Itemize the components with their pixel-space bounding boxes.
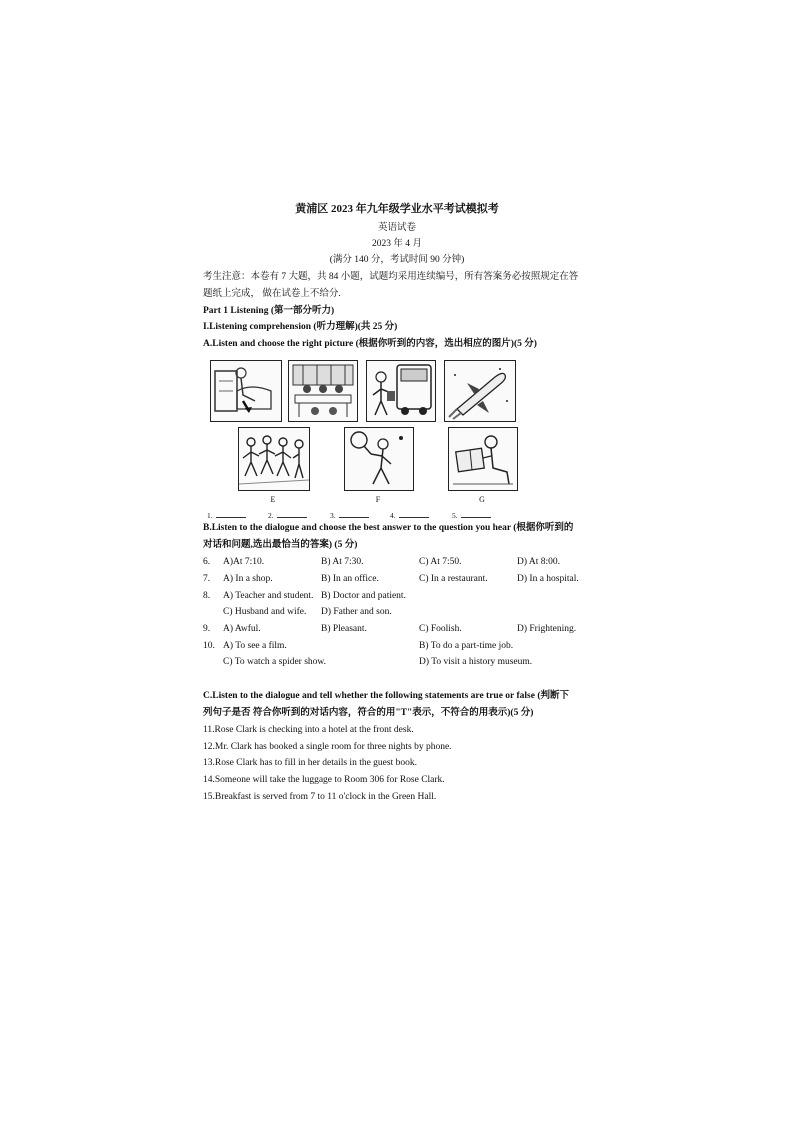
exam-meta: (满分 140 分，考试时间 90 分钟) <box>329 255 465 265</box>
picture-d <box>444 360 516 422</box>
blank-line <box>399 510 429 518</box>
blank-number: 3. <box>330 511 336 520</box>
runners-icon <box>239 428 309 490</box>
option-b: B) In an office. <box>321 574 379 584</box>
blank-number: 4. <box>390 511 396 520</box>
reading-person-icon <box>449 428 517 490</box>
blank-line <box>277 510 307 518</box>
classroom-icon <box>289 361 357 421</box>
option-a: A) In a shop. <box>223 574 273 584</box>
picture-f <box>344 427 414 491</box>
picture-g <box>448 427 518 491</box>
statement-item: 12.Mr. Clark has booked a single room for three nights by phone. <box>203 742 452 752</box>
picture-label-g: G <box>479 495 485 504</box>
option-a: A) To see a film. <box>223 641 287 651</box>
part1-heading: Part 1 Listening (第一部分听力) <box>203 306 335 316</box>
option-b: B) Doctor and patient. <box>321 591 406 601</box>
picture-b <box>288 360 358 422</box>
section-c-heading-1: C.Listen to the dialogue and tell whether the following statements are true or false (判断下 <box>203 691 569 701</box>
blank-line <box>339 510 369 518</box>
option-c: C) In a restaurant. <box>419 574 488 584</box>
tennis-player-icon <box>345 428 413 490</box>
option-a: A)At 7:10. <box>223 557 265 567</box>
option-a: A) Awful. <box>223 624 261 634</box>
option-d: D) In a hospital. <box>517 574 579 584</box>
option-d: D) To visit a history museum. <box>419 657 533 667</box>
option-d: D) Frightening. <box>517 624 577 634</box>
exam-subject: 英语试卷 <box>377 223 416 233</box>
bus-stop-icon <box>367 361 435 421</box>
exam-date: 2023 年 4 月 <box>372 239 422 249</box>
question-number: 6. <box>203 557 211 567</box>
section-a-heading: A.Listen and choose the right picture (根据你听到的内容，选出相应的图片)(5 分) <box>203 339 537 349</box>
statement-item: 15.Breakfast is served from 7 to 11 o'clock in the Green Hall. <box>203 792 437 802</box>
space-shuttle-icon <box>445 361 515 421</box>
answer-blank-1[interactable] <box>207 510 246 520</box>
blank-number: 1. <box>207 511 213 520</box>
section-b-heading-2: 对话和问题,选出最恰当的答案) (5 分) <box>203 540 358 550</box>
question-number: 7. <box>203 574 211 584</box>
option-d: D) Father and son. <box>321 607 392 617</box>
statement-item: 14.Someone will take the luggage to Room 306 for Rose Clark. <box>203 775 445 785</box>
picture-e <box>238 427 310 491</box>
blank-number: 5. <box>452 511 458 520</box>
section-1-heading: I.Listening comprehension (听力理解)(共 25 分) <box>203 322 398 332</box>
picture-c <box>366 360 436 422</box>
blank-line <box>461 510 491 518</box>
notice-line-1: 考生注意：本卷有 7 大题，共 84 小题，试题均采用连续编号，所有答案务必按照规定在答 <box>203 272 579 282</box>
option-c: C) At 7:50. <box>419 557 462 567</box>
exam-title: 黄浦区 2023 年九年级学业水平考试模拟考 <box>295 203 499 215</box>
picture-label-e: E <box>270 495 276 504</box>
statement-item: 13.Rose Clark has to fill in her details in the guest book. <box>203 758 417 768</box>
question-number: 9. <box>203 624 211 634</box>
option-c: C) Foolish. <box>419 624 462 634</box>
option-d: D) At 8:00. <box>517 557 561 567</box>
question-number: 10. <box>203 641 215 651</box>
section-c-heading-2: 列句子是否 符合你听到的对话内容，符合的用"T"表示，不符合的用表示)(5 分) <box>203 708 534 718</box>
option-b: B) At 7:30. <box>321 557 364 567</box>
blank-number: 2. <box>268 511 274 520</box>
question-number: 8. <box>203 591 211 601</box>
answer-blank-5[interactable] <box>452 510 491 520</box>
option-b: B) Pleasant. <box>321 624 367 634</box>
notice-line-2: 题纸上完成， 做在试卷上不给分. <box>203 289 341 299</box>
picture-label-f: F <box>375 495 381 504</box>
section-b-heading-1: B.Listen to the dialogue and choose the best answer to the question you hear (根据你听到的 <box>203 523 574 533</box>
answer-blank-4[interactable] <box>390 510 429 520</box>
person-armchair-icon <box>211 361 281 421</box>
option-c: C) Husband and wife. <box>223 607 307 617</box>
option-b: B) To do a part-time job. <box>419 641 514 651</box>
option-c: C) To watch a spider show. <box>223 657 327 667</box>
picture-a <box>210 360 282 422</box>
statement-item: 11.Rose Clark is checking into a hotel at the front desk. <box>203 725 414 735</box>
option-a: A) Teacher and student. <box>223 591 314 601</box>
blank-line <box>216 510 246 518</box>
answer-blank-2[interactable] <box>268 510 307 520</box>
answer-blank-3[interactable] <box>330 510 369 520</box>
